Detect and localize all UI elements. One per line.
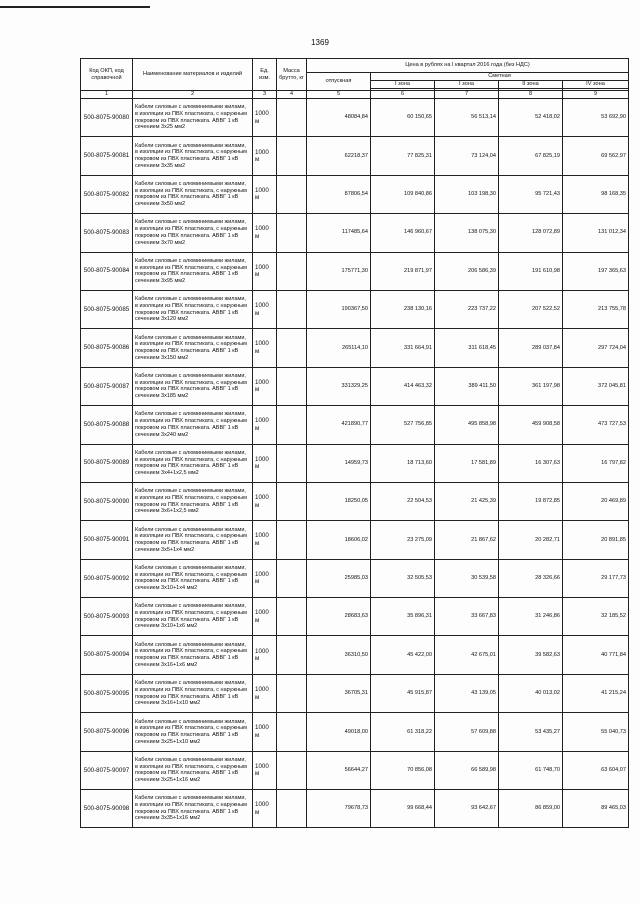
price-zone-4: 41 215,24 xyxy=(563,674,629,712)
gross-mass xyxy=(277,598,307,636)
price-otpusknaya: 18250,05 xyxy=(307,482,371,520)
unit-of-measure: 1000 м xyxy=(253,713,277,751)
gross-mass xyxy=(277,214,307,252)
unit-of-measure: 1000 м xyxy=(253,790,277,828)
price-zone-1b: 33 667,83 xyxy=(435,598,499,636)
unit-of-measure: 1000 м xyxy=(253,598,277,636)
price-zone-4: 197 365,63 xyxy=(563,252,629,290)
unit-of-measure: 1000 м xyxy=(253,521,277,559)
unit-of-measure: 1000 м xyxy=(253,751,277,789)
okp-code: 500-8075-90087 xyxy=(81,367,133,405)
unit-of-measure: 1000 м xyxy=(253,252,277,290)
price-zone-1b: 21 867,62 xyxy=(435,521,499,559)
okp-code: 500-8075-90084 xyxy=(81,252,133,290)
price-zone-2: 191 610,98 xyxy=(499,252,563,290)
col-number: 7 xyxy=(435,91,499,99)
okp-code: 500-8075-90092 xyxy=(81,559,133,597)
gross-mass xyxy=(277,406,307,444)
table-row xyxy=(81,559,629,597)
header-unit: Ед. изм. xyxy=(253,59,277,91)
price-otpusknaya: 18606,02 xyxy=(307,521,371,559)
material-name: Кабели силовые с алюминиевыми жилами, в изоляции из ПВХ пластиката, с наружным покровом из ПВХ пластиката. АВВГ 1 кВ сечением 3х150 мм2 xyxy=(133,329,253,367)
price-zone-4: 297 724,04 xyxy=(563,329,629,367)
table-row xyxy=(81,790,629,828)
price-otpusknaya: 36705,31 xyxy=(307,674,371,712)
price-zone-2: 459 908,58 xyxy=(499,406,563,444)
price-zone-1b: 206 586,39 xyxy=(435,252,499,290)
col-number: 8 xyxy=(499,91,563,99)
gross-mass xyxy=(277,137,307,175)
price-otpusknaya: 87806,54 xyxy=(307,175,371,213)
unit-of-measure: 1000 м xyxy=(253,559,277,597)
table-row xyxy=(81,598,629,636)
material-name: Кабели силовые с алюминиевыми жилами, в изоляции из ПВХ пластиката, с наружным покровом из ПВХ пластиката. АВВГ 1 кВ сечением 3х35+1х16 мм2 xyxy=(133,790,253,828)
gross-mass xyxy=(277,367,307,405)
price-zone-2: 53 435,27 xyxy=(499,713,563,751)
page-number: 1369 xyxy=(311,38,329,47)
material-name: Кабели силовые с алюминиевыми жилами, в изоляции из ПВХ пластиката, с наружным покровом из ПВХ пластиката. АВВГ 1 кВ сечением 3х25+1х10 мм2 xyxy=(133,713,253,751)
gross-mass xyxy=(277,674,307,712)
price-zone-1: 70 856,08 xyxy=(371,751,435,789)
okp-code: 500-8075-90089 xyxy=(81,444,133,482)
table-row xyxy=(81,674,629,712)
price-zone-1: 109 840,86 xyxy=(371,175,435,213)
table-row xyxy=(81,175,629,213)
gross-mass xyxy=(277,751,307,789)
price-otpusknaya: 14959,73 xyxy=(307,444,371,482)
header-zone-4: IV зона xyxy=(563,81,629,89)
table-row xyxy=(81,751,629,789)
price-otpusknaya: 117485,64 xyxy=(307,214,371,252)
price-zone-1b: 495 858,98 xyxy=(435,406,499,444)
table-row xyxy=(81,521,629,559)
okp-code: 500-8075-90085 xyxy=(81,290,133,328)
price-otpusknaya: 79678,73 xyxy=(307,790,371,828)
price-zone-2: 86 859,00 xyxy=(499,790,563,828)
price-zone-1: 146 960,67 xyxy=(371,214,435,252)
price-zone-4: 16 797,82 xyxy=(563,444,629,482)
col-number: 1 xyxy=(81,91,133,99)
price-zone-2: 361 197,98 xyxy=(499,367,563,405)
okp-code: 500-8075-90098 xyxy=(81,790,133,828)
price-zone-4: 29 177,73 xyxy=(563,559,629,597)
price-zone-2: 40 013,02 xyxy=(499,674,563,712)
material-name: Кабели силовые с алюминиевыми жилами, в изоляции из ПВХ пластиката, с наружным покровом из ПВХ пластиката. АВВГ 1 кВ сечением 3х240 мм2 xyxy=(133,406,253,444)
price-otpusknaya: 62218,37 xyxy=(307,137,371,175)
table-row xyxy=(81,367,629,405)
price-zone-2: 207 522,52 xyxy=(499,290,563,328)
okp-code: 500-8075-90095 xyxy=(81,674,133,712)
header-mass: Масса брутто, кг xyxy=(277,59,307,91)
price-zone-4: 55 040,73 xyxy=(563,713,629,751)
price-otpusknaya: 190367,50 xyxy=(307,290,371,328)
gross-mass xyxy=(277,559,307,597)
price-zone-1: 219 871,97 xyxy=(371,252,435,290)
material-name: Кабели силовые с алюминиевыми жилами, в изоляции из ПВХ пластиката, с наружным покровом из ПВХ пластиката. АВВГ 1 кВ сечением 3х25+1х16 мм2 xyxy=(133,751,253,789)
price-table xyxy=(80,58,629,828)
header-name: Наименование материалов и изделий xyxy=(133,59,253,91)
col-number: 4 xyxy=(277,91,307,99)
price-zone-1b: 56 513,14 xyxy=(435,99,499,137)
price-zone-1b: 57 609,88 xyxy=(435,713,499,751)
price-zone-1: 22 504,53 xyxy=(371,482,435,520)
price-otpusknaya: 265114,10 xyxy=(307,329,371,367)
price-zone-1: 527 756,85 xyxy=(371,406,435,444)
table-row xyxy=(81,290,629,328)
header-otpusknaya: отпускная xyxy=(307,73,371,91)
unit-of-measure: 1000 м xyxy=(253,482,277,520)
price-otpusknaya: 36310,50 xyxy=(307,636,371,674)
table-row xyxy=(81,636,629,674)
table-row xyxy=(81,137,629,175)
price-zone-2: 95 721,43 xyxy=(499,175,563,213)
price-zone-1: 77 825,31 xyxy=(371,137,435,175)
unit-of-measure: 1000 м xyxy=(253,99,277,137)
table-row xyxy=(81,713,629,751)
price-zone-1b: 43 139,05 xyxy=(435,674,499,712)
price-zone-4: 473 727,53 xyxy=(563,406,629,444)
gross-mass xyxy=(277,329,307,367)
price-zone-1: 414 463,32 xyxy=(371,367,435,405)
gross-mass xyxy=(277,252,307,290)
price-zone-1: 99 668,44 xyxy=(371,790,435,828)
gross-mass xyxy=(277,713,307,751)
unit-of-measure: 1000 м xyxy=(253,444,277,482)
gross-mass xyxy=(277,99,307,137)
gross-mass xyxy=(277,521,307,559)
table-row xyxy=(81,482,629,520)
material-name: Кабели силовые с алюминиевыми жилами, в изоляции из ПВХ пластиката, с наружным покровом из ПВХ пластиката. АВВГ 1 кВ сечением 3х4+1х2,5 мм2 xyxy=(133,444,253,482)
material-name: Кабели силовые с алюминиевыми жилами, в изоляции из ПВХ пластиката, с наружным покровом из ПВХ пластиката. АВВГ 1 кВ сечением 3х25 мм2 xyxy=(133,99,253,137)
price-zone-2: 52 418,02 xyxy=(499,99,563,137)
price-zone-1: 35 896,31 xyxy=(371,598,435,636)
price-zone-1: 61 318,22 xyxy=(371,713,435,751)
okp-code: 500-8075-90080 xyxy=(81,99,133,137)
price-zone-2: 31 246,86 xyxy=(499,598,563,636)
price-zone-1b: 93 642,67 xyxy=(435,790,499,828)
price-otpusknaya: 25985,03 xyxy=(307,559,371,597)
price-zone-4: 89 465,03 xyxy=(563,790,629,828)
gross-mass xyxy=(277,290,307,328)
okp-code: 500-8075-90096 xyxy=(81,713,133,751)
okp-code: 500-8075-90082 xyxy=(81,175,133,213)
price-zone-1: 45 915,87 xyxy=(371,674,435,712)
okp-code: 500-8075-90094 xyxy=(81,636,133,674)
gross-mass xyxy=(277,636,307,674)
unit-of-measure: 1000 м xyxy=(253,674,277,712)
gross-mass xyxy=(277,175,307,213)
price-zone-4: 98 168,35 xyxy=(563,175,629,213)
price-zone-2: 20 282,71 xyxy=(499,521,563,559)
price-zone-4: 69 562,97 xyxy=(563,137,629,175)
top-rule xyxy=(0,6,150,8)
price-zone-1b: 42 675,01 xyxy=(435,636,499,674)
price-zone-4: 63 604,07 xyxy=(563,751,629,789)
gross-mass xyxy=(277,444,307,482)
price-zone-4: 131 012,34 xyxy=(563,214,629,252)
price-otpusknaya: 331329,25 xyxy=(307,367,371,405)
price-zone-1b: 138 075,30 xyxy=(435,214,499,252)
col-number: 2 xyxy=(133,91,253,99)
price-zone-4: 20 891,85 xyxy=(563,521,629,559)
unit-of-measure: 1000 м xyxy=(253,214,277,252)
material-name: Кабели силовые с алюминиевыми жилами, в изоляции из ПВХ пластиката, с наружным покровом из ПВХ пластиката. АВВГ 1 кВ сечением 3х6+1х2,5 мм2 xyxy=(133,482,253,520)
unit-of-measure: 1000 м xyxy=(253,367,277,405)
price-otpusknaya: 175771,30 xyxy=(307,252,371,290)
table-row xyxy=(81,444,629,482)
price-zone-1: 45 422,00 xyxy=(371,636,435,674)
price-zone-2: 67 825,19 xyxy=(499,137,563,175)
price-zone-2: 61 748,70 xyxy=(499,751,563,789)
table-row xyxy=(81,252,629,290)
material-name: Кабели силовые с алюминиевыми жилами, в изоляции из ПВХ пластиката, с наружным покровом из ПВХ пластиката. АВВГ 1 кВ сечением 3х5+1х4 мм2 xyxy=(133,521,253,559)
okp-code: 500-8075-90097 xyxy=(81,751,133,789)
price-zone-2: 128 072,89 xyxy=(499,214,563,252)
okp-code: 500-8075-90088 xyxy=(81,406,133,444)
unit-of-measure: 1000 м xyxy=(253,290,277,328)
price-zone-1b: 17 581,89 xyxy=(435,444,499,482)
price-zone-1: 23 275,09 xyxy=(371,521,435,559)
price-zone-4: 40 771,84 xyxy=(563,636,629,674)
unit-of-measure: 1000 м xyxy=(253,175,277,213)
gross-mass xyxy=(277,482,307,520)
price-otpusknaya: 421890,77 xyxy=(307,406,371,444)
price-zone-2: 19 872,85 xyxy=(499,482,563,520)
price-zone-2: 28 326,66 xyxy=(499,559,563,597)
price-zone-4: 372 045,81 xyxy=(563,367,629,405)
material-name: Кабели силовые с алюминиевыми жилами, в изоляции из ПВХ пластиката, с наружным покровом из ПВХ пластиката. АВВГ 1 кВ сечением 3х185 мм2 xyxy=(133,367,253,405)
unit-of-measure: 1000 м xyxy=(253,406,277,444)
price-zone-2: 289 037,84 xyxy=(499,329,563,367)
price-zone-1b: 66 589,98 xyxy=(435,751,499,789)
price-otpusknaya: 56644,27 xyxy=(307,751,371,789)
material-name: Кабели силовые с алюминиевыми жилами, в изоляции из ПВХ пластиката, с наружным покровом из ПВХ пластиката. АВВГ 1 кВ сечением 3х120 мм2 xyxy=(133,290,253,328)
price-zone-1b: 223 737,22 xyxy=(435,290,499,328)
material-name: Кабели силовые с алюминиевыми жилами, в изоляции из ПВХ пластиката, с наружным покровом из ПВХ пластиката. АВВГ 1 кВ сечением 3х70 мм2 xyxy=(133,214,253,252)
okp-code: 500-8075-90093 xyxy=(81,598,133,636)
price-zone-1: 331 664,91 xyxy=(371,329,435,367)
price-zone-4: 20 469,89 xyxy=(563,482,629,520)
column-numbers-row xyxy=(81,91,629,99)
price-zone-4: 53 692,90 xyxy=(563,99,629,137)
unit-of-measure: 1000 м xyxy=(253,636,277,674)
header-price-title: Цена в рублях на I квартал 2016 года (без НДС) xyxy=(307,59,629,73)
price-zone-1: 32 505,53 xyxy=(371,559,435,597)
price-zone-1b: 103 198,30 xyxy=(435,175,499,213)
price-zone-1b: 21 425,39 xyxy=(435,482,499,520)
price-zone-1: 60 150,65 xyxy=(371,99,435,137)
unit-of-measure: 1000 м xyxy=(253,329,277,367)
table-row xyxy=(81,406,629,444)
header-smetnaya: Сметная xyxy=(371,73,629,81)
col-number: 9 xyxy=(563,91,629,99)
header-zone-2: II зона xyxy=(499,81,563,89)
header-code: Код ОКП, код справочной xyxy=(81,59,133,91)
price-zone-4: 32 185,52 xyxy=(563,598,629,636)
okp-code: 500-8075-90090 xyxy=(81,482,133,520)
price-zone-1: 18 713,60 xyxy=(371,444,435,482)
okp-code: 500-8075-90083 xyxy=(81,214,133,252)
table-row xyxy=(81,329,629,367)
material-name: Кабели силовые с алюминиевыми жилами, в изоляции из ПВХ пластиката, с наружным покровом из ПВХ пластиката. АВВГ 1 кВ сечением 3х10+1х6 мм2 xyxy=(133,598,253,636)
price-otpusknaya: 49018,00 xyxy=(307,713,371,751)
material-name: Кабели силовые с алюминиевыми жилами, в изоляции из ПВХ пластиката, с наружным покровом из ПВХ пластиката. АВВГ 1 кВ сечением 3х16+1х10 мм2 xyxy=(133,674,253,712)
table-row xyxy=(81,99,629,137)
price-zone-2: 16 307,63 xyxy=(499,444,563,482)
col-number: 5 xyxy=(307,91,371,99)
material-name: Кабели силовые с алюминиевыми жилами, в изоляции из ПВХ пластиката, с наружным покровом из ПВХ пластиката. АВВГ 1 кВ сечением 3х95 мм2 xyxy=(133,252,253,290)
unit-of-measure: 1000 м xyxy=(253,137,277,175)
gross-mass xyxy=(277,790,307,828)
price-zone-2: 39 582,63 xyxy=(499,636,563,674)
table-row xyxy=(81,214,629,252)
material-name: Кабели силовые с алюминиевыми жилами, в изоляции из ПВХ пластиката, с наружным покровом из ПВХ пластиката. АВВГ 1 кВ сечением 3х35 мм2 xyxy=(133,137,253,175)
price-otpusknaya: 28683,63 xyxy=(307,598,371,636)
material-name: Кабели силовые с алюминиевыми жилами, в изоляции из ПВХ пластиката, с наружным покровом из ПВХ пластиката. АВВГ 1 кВ сечением 3х50 мм2 xyxy=(133,175,253,213)
price-otpusknaya: 48084,84 xyxy=(307,99,371,137)
price-zone-1b: 389 411,50 xyxy=(435,367,499,405)
okp-code: 500-8075-90086 xyxy=(81,329,133,367)
col-number: 3 xyxy=(253,91,277,99)
header-zone-1: I зона xyxy=(371,81,435,89)
price-zone-1: 238 130,16 xyxy=(371,290,435,328)
header-zone-1b: I зона xyxy=(435,81,499,89)
okp-code: 500-8075-90081 xyxy=(81,137,133,175)
price-zone-4: 213 755,78 xyxy=(563,290,629,328)
okp-code: 500-8075-90091 xyxy=(81,521,133,559)
price-zone-1b: 311 618,45 xyxy=(435,329,499,367)
col-number: 6 xyxy=(371,91,435,99)
price-zone-1b: 30 539,58 xyxy=(435,559,499,597)
material-name: Кабели силовые с алюминиевыми жилами, в изоляции из ПВХ пластиката, с наружным покровом из ПВХ пластиката. АВВГ 1 кВ сечением 3х10+1х4 мм2 xyxy=(133,559,253,597)
material-name: Кабели силовые с алюминиевыми жилами, в изоляции из ПВХ пластиката, с наружным покровом из ПВХ пластиката. АВВГ 1 кВ сечением 3х16+1х6 мм2 xyxy=(133,636,253,674)
price-zone-1b: 73 124,04 xyxy=(435,137,499,175)
